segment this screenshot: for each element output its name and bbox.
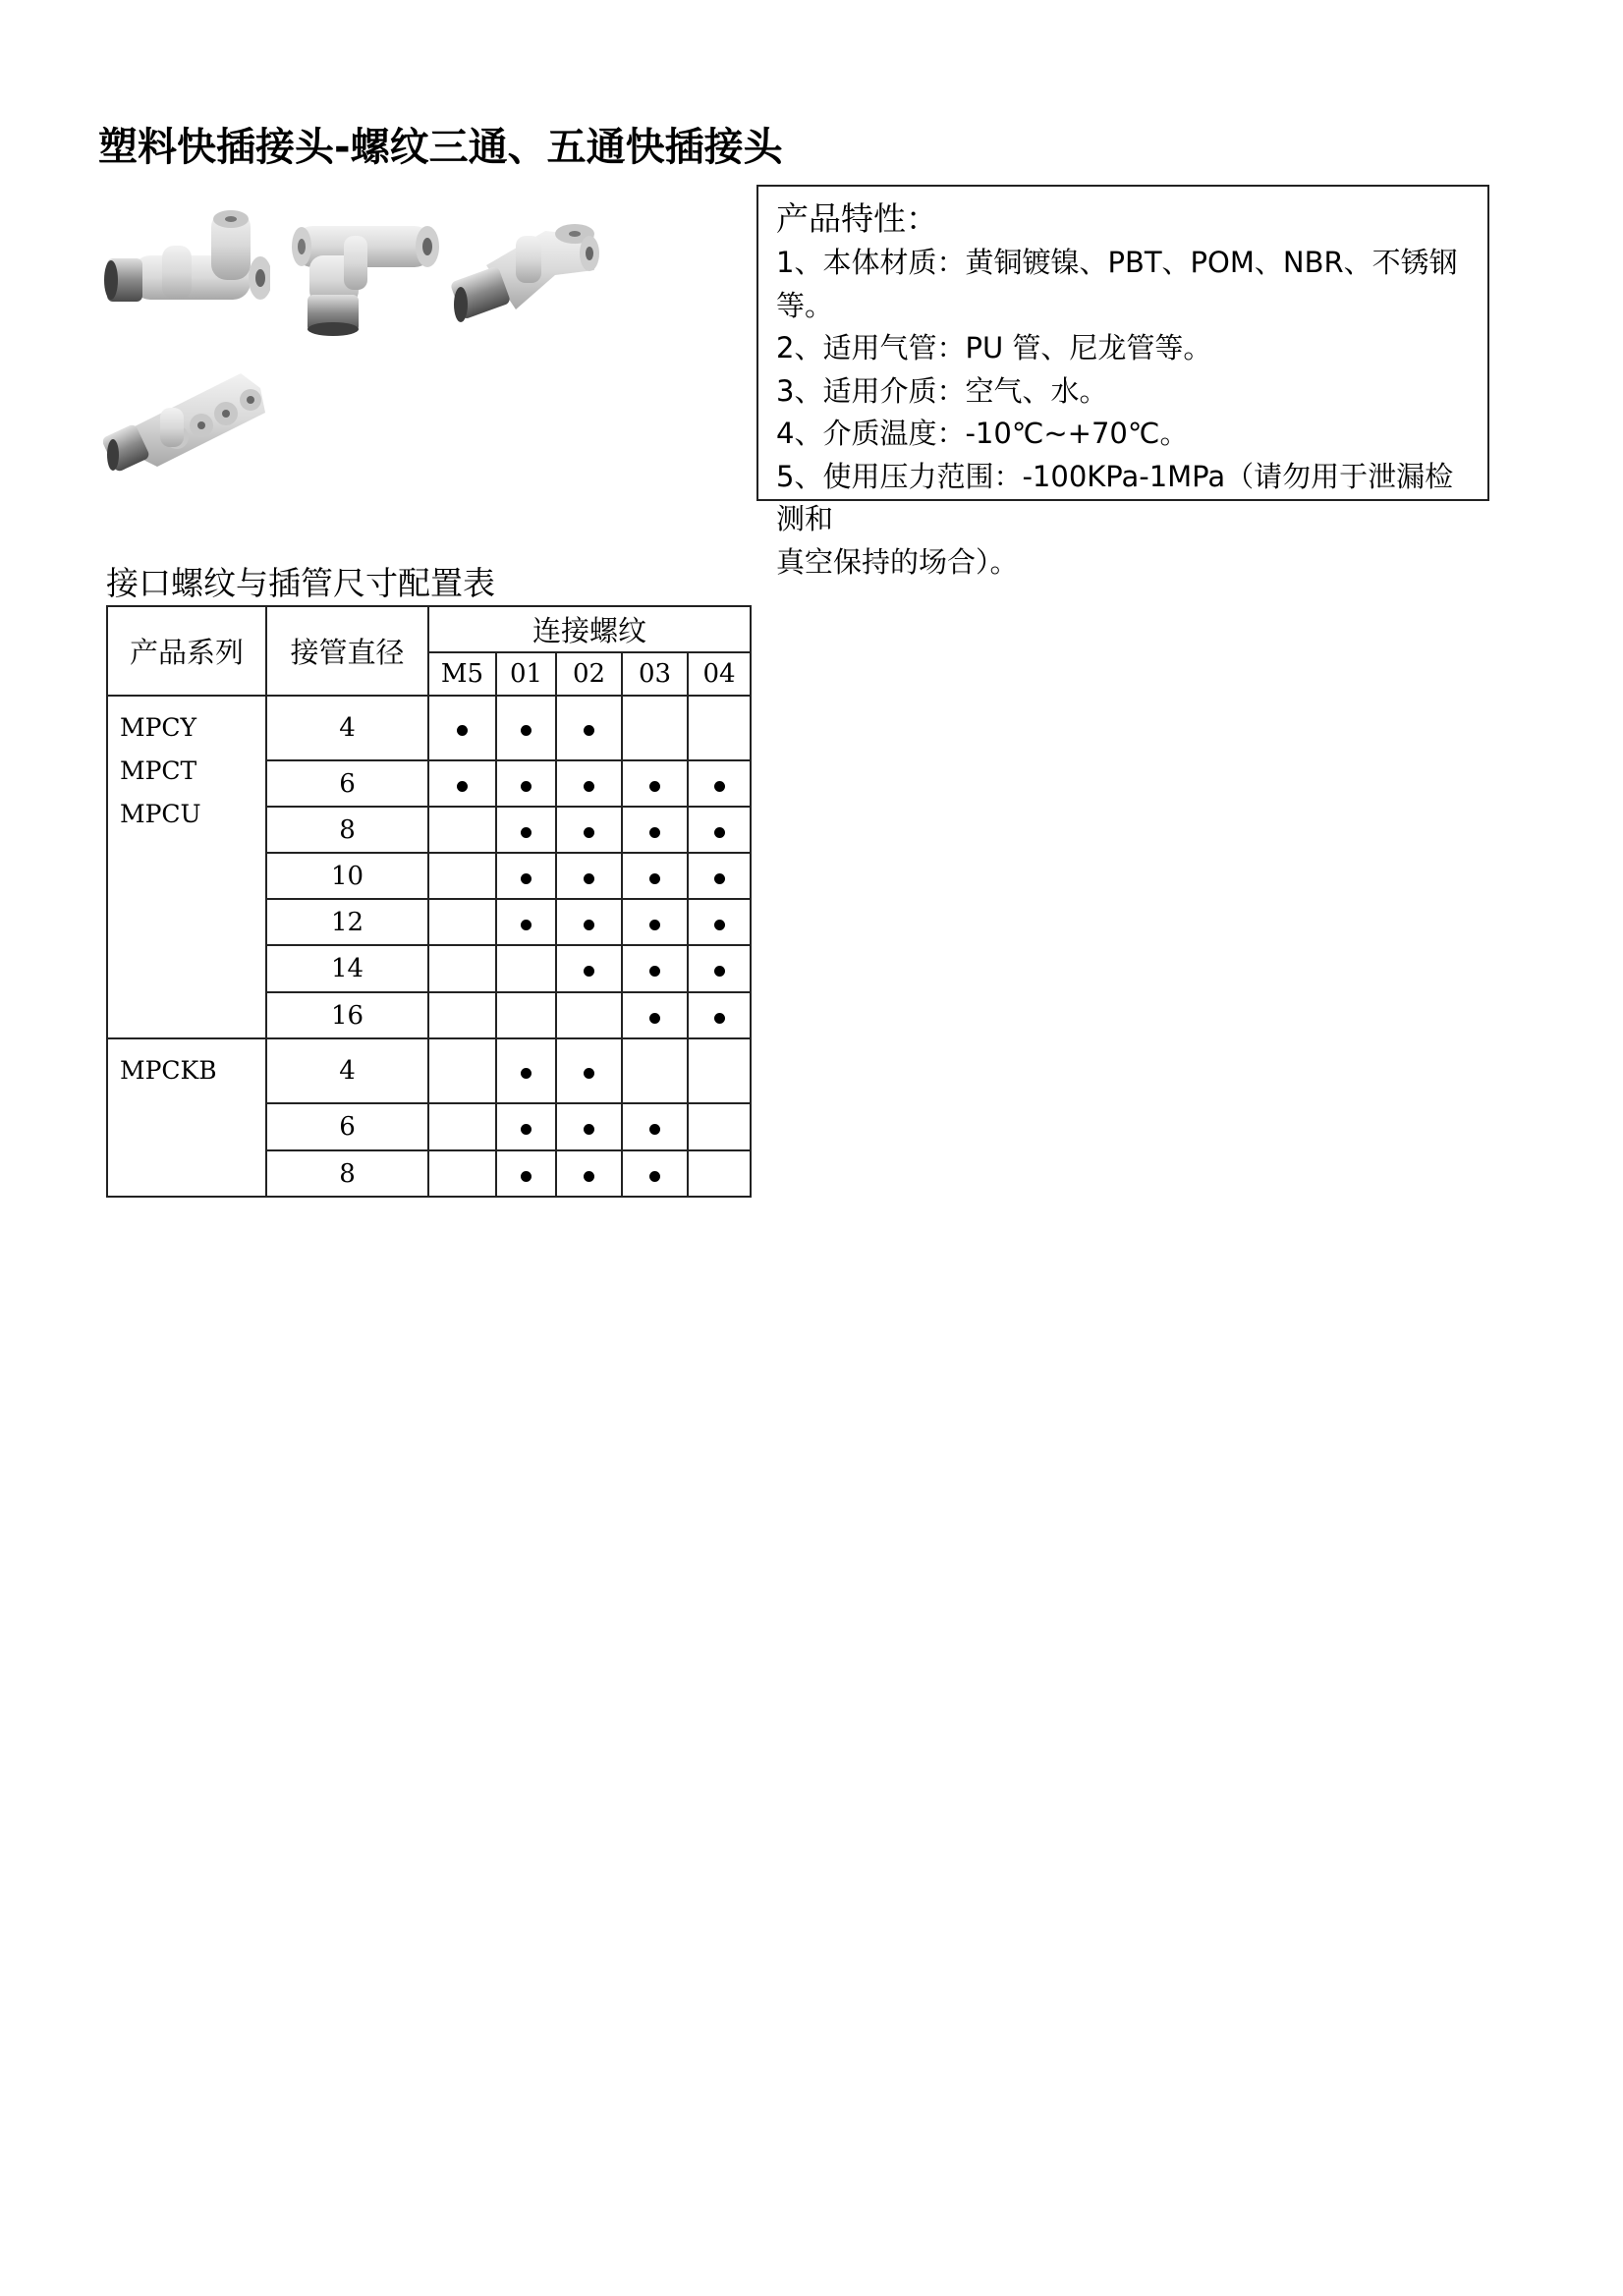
availability-cell: [556, 899, 622, 945]
header-thread-04: 04: [688, 652, 751, 696]
availability-cell: [428, 1103, 496, 1150]
availability-dot: [457, 725, 468, 736]
availability-dot: [714, 1013, 725, 1024]
availability-cell: [688, 1038, 751, 1103]
availability-cell: [688, 1150, 751, 1197]
series-name: MPCY: [120, 713, 197, 742]
feature-item: 4、介质温度：-10℃~+70℃。: [776, 417, 1189, 450]
series-cell: [107, 696, 266, 1038]
availability-dot: [649, 966, 660, 977]
availability-cell: [496, 853, 556, 899]
header-thread: 连接螺纹: [428, 606, 751, 652]
availability-cell: [556, 1103, 622, 1150]
header-diameter: 接管直径: [266, 606, 428, 696]
diameter-cell: 16: [266, 992, 428, 1038]
availability-cell: [496, 1038, 556, 1103]
availability-cell: [556, 696, 622, 760]
availability-dot: [584, 873, 594, 884]
availability-dot: [649, 873, 660, 884]
availability-cell: [622, 853, 688, 899]
product-photos: [98, 196, 609, 481]
availability-dot: [584, 1068, 594, 1079]
availability-dot: [521, 1068, 532, 1079]
availability-dot: [584, 1171, 594, 1182]
tee-fitting-image: [103, 201, 270, 339]
availability-dot: [584, 781, 594, 792]
five-way-manifold-image: [103, 359, 270, 481]
feature-item: 3、适用介质：空气、水。: [776, 373, 1108, 408]
diameter-cell: 8: [266, 1150, 428, 1197]
table-row: [107, 1038, 751, 1103]
availability-cell: [622, 760, 688, 807]
diameter-cell: 4: [266, 1038, 428, 1103]
features-heading: 产品特性：: [776, 199, 938, 238]
availability-dot: [521, 827, 532, 838]
availability-cell: [428, 992, 496, 1038]
availability-dot: [521, 873, 532, 884]
header-thread-02: 02: [556, 652, 622, 696]
series-name: MPCU: [120, 800, 201, 828]
availability-cell: [496, 899, 556, 945]
availability-dot: [649, 920, 660, 930]
availability-dot: [584, 920, 594, 930]
diameter-cell: 6: [266, 760, 428, 807]
availability-cell: [688, 1103, 751, 1150]
availability-cell: [428, 760, 496, 807]
availability-cell: [556, 853, 622, 899]
availability-dot: [649, 827, 660, 838]
diameter-cell: 6: [266, 1103, 428, 1150]
series-name: MPCKB: [120, 1056, 217, 1085]
availability-dot: [584, 827, 594, 838]
availability-cell: [688, 992, 751, 1038]
table-row: [107, 696, 751, 760]
availability-cell: [428, 1038, 496, 1103]
availability-cell: [496, 807, 556, 853]
product-features-box: [756, 185, 1489, 579]
table-title: 接口螺纹与插管尺寸配置表: [106, 564, 495, 602]
series-name: MPCT: [120, 756, 197, 785]
availability-cell: [496, 696, 556, 760]
availability-cell: [428, 899, 496, 945]
availability-cell: [688, 760, 751, 807]
header-thread-m5: M5: [428, 652, 496, 696]
availability-cell: [622, 696, 688, 760]
availability-cell: [556, 760, 622, 807]
diameter-cell: 8: [266, 807, 428, 853]
availability-cell: [688, 807, 751, 853]
availability-cell: [688, 853, 751, 899]
availability-cell: [556, 1150, 622, 1197]
thread-size-table: [106, 605, 752, 1198]
availability-dot: [714, 827, 725, 838]
availability-cell: [688, 899, 751, 945]
availability-dot: [584, 1124, 594, 1135]
availability-cell: [622, 807, 688, 853]
availability-dot: [457, 781, 468, 792]
availability-cell: [428, 807, 496, 853]
availability-cell: [496, 945, 556, 992]
availability-cell: [496, 1103, 556, 1150]
availability-cell: [428, 1150, 496, 1197]
header-thread-01: 01: [496, 652, 556, 696]
availability-dot: [714, 966, 725, 977]
availability-dot: [649, 1124, 660, 1135]
availability-dot: [521, 920, 532, 930]
availability-dot: [521, 1124, 532, 1135]
availability-cell: [496, 992, 556, 1038]
feature-item: 1、本体材质：黄铜镀镍、PBT、POM、NBR、不锈钢等。: [776, 246, 1458, 322]
availability-cell: [622, 992, 688, 1038]
availability-dot: [649, 1171, 660, 1182]
availability-dot: [521, 725, 532, 736]
availability-dot: [714, 781, 725, 792]
availability-dot: [714, 873, 725, 884]
header-series: 产品系列: [107, 606, 266, 696]
series-cell: [107, 1038, 266, 1197]
feature-item: 2、适用气管：PU 管、尼龙管等。: [776, 331, 1212, 364]
t-branch-fitting-image: [280, 201, 447, 339]
availability-cell: [496, 760, 556, 807]
diameter-cell: 14: [266, 945, 428, 992]
availability-cell: [428, 945, 496, 992]
availability-cell: [622, 899, 688, 945]
availability-dot: [584, 725, 594, 736]
availability-dot: [521, 1171, 532, 1182]
availability-cell: [688, 945, 751, 992]
feature-item: 5、使用压力范围：-100KPa-1MPa（请勿用于泄漏检测和: [776, 459, 1454, 535]
availability-cell: [428, 853, 496, 899]
availability-cell: [622, 1103, 688, 1150]
diameter-cell: 12: [266, 899, 428, 945]
availability-cell: [556, 1038, 622, 1103]
diameter-cell: 4: [266, 696, 428, 760]
availability-dot: [584, 966, 594, 977]
availability-cell: [496, 1150, 556, 1197]
availability-cell: [622, 1038, 688, 1103]
availability-dot: [714, 920, 725, 930]
page-title: 塑料快插接头-螺纹三通、五通快插接头: [98, 125, 783, 170]
availability-cell: [428, 696, 496, 760]
diameter-cell: 10: [266, 853, 428, 899]
availability-cell: [556, 807, 622, 853]
availability-cell: [556, 945, 622, 992]
availability-cell: [622, 945, 688, 992]
availability-cell: [556, 992, 622, 1038]
y-fitting-image: [447, 206, 604, 344]
availability-cell: [622, 1150, 688, 1197]
availability-dot: [521, 781, 532, 792]
availability-cell: [688, 696, 751, 760]
header-thread-03: 03: [622, 652, 688, 696]
availability-dot: [649, 1013, 660, 1024]
feature-item: 真空保持的场合）。: [776, 544, 1019, 579]
availability-dot: [649, 781, 660, 792]
